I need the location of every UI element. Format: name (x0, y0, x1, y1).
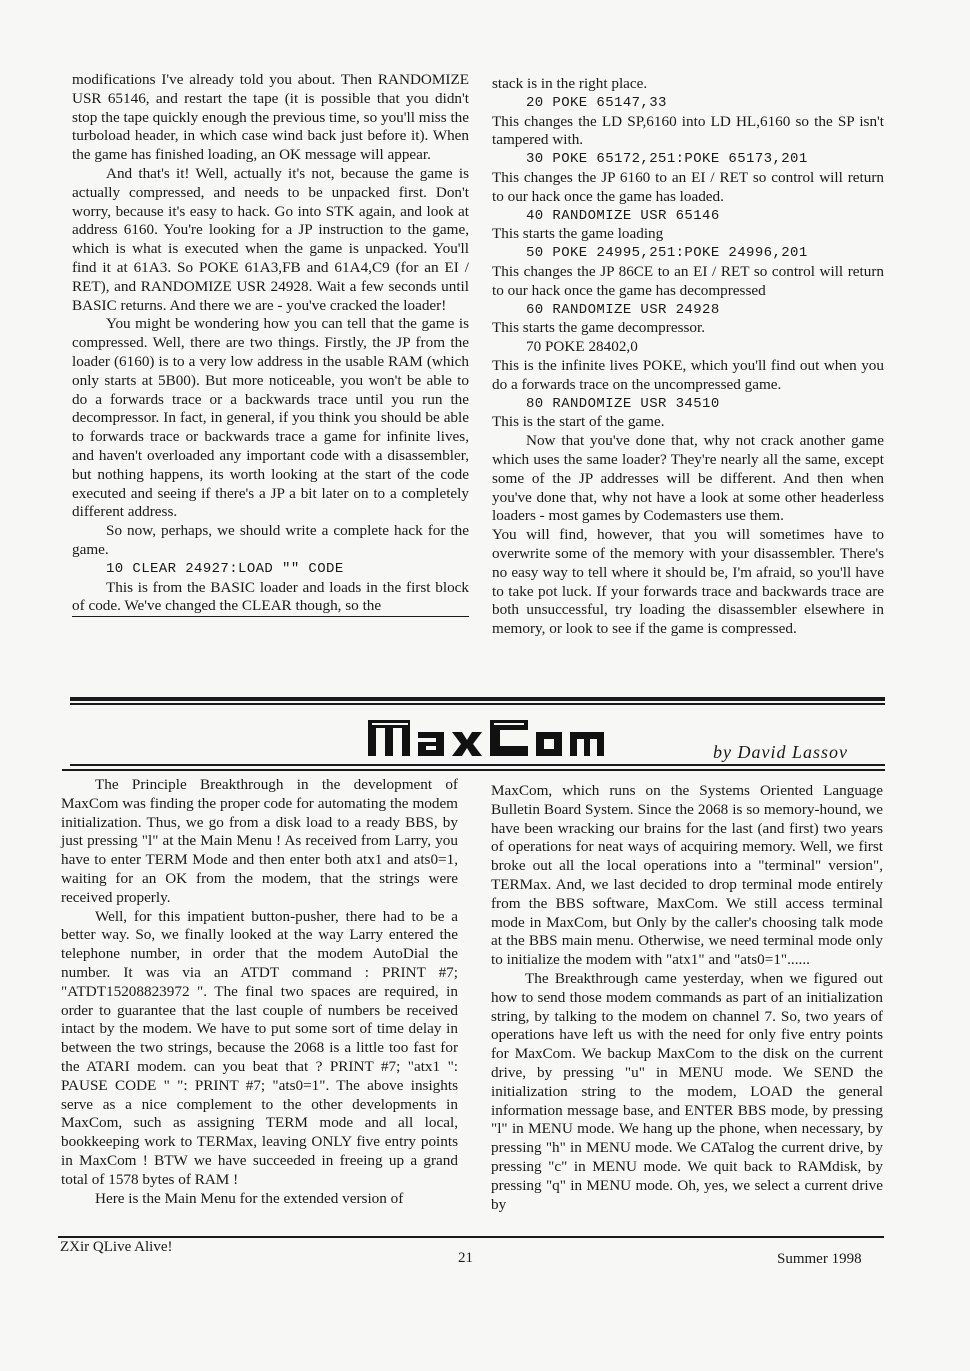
section-divider (62, 769, 885, 771)
paragraph: stack is in the right place. (492, 75, 648, 92)
paragraph: This changes the JP 6160 to an EI / RET so control will return to our hack once the game has loaded. (492, 168, 884, 205)
code-line: 40 RANDOMIZE USR 65146 (526, 207, 720, 224)
section-divider (70, 764, 885, 766)
section-divider (70, 703, 885, 705)
code-line: 80 RANDOMIZE USR 34510 (526, 395, 720, 412)
article-continued-left-column (72, 71, 469, 617)
paragraph: You might be wondering how you can tell that the game is compressed. Well, there are two things. Firstly, the JP from the loader (6160) is to a very low address in the usable RAM (which only starts at 5B00). But more noticeable, you won't be able to do a forwards trace or a backwards trace until you run the decompressor. In fact, in general, if you think you should be able to forwards trace or backwards trace a game for infinite lives, and haven't overloaded any important code with a disassembler, but nothing happens, its worth looking at the start of the code executed and seeing if there's a JP a bit later on to a completely different address. (72, 315, 469, 521)
code-line: 70 POKE 28402,0 (526, 338, 638, 356)
byline: by David Lassov (713, 742, 848, 762)
paragraph: The Principle Breakthrough in the development of MaxCom was finding the proper code for automating the modem initialization. Thus, we go from a disk load to a ready BBS, by just pressing "l" at the Main Menu ! As received from Larry, you have to enter TERM Mode and then enter both atx1 and ats0=1, waiting for an OK from the modem, that the strings were received properly. (61, 776, 458, 906)
paragraph: And that's it! Well, actually it's not, because the game is actually compressed, and needs to be unpacked first. Don't worry, because it's easy to hack. Go into STK again, and look at address 6160. You're looking for a JP instruction to the game, which is what is executed when the game is unpacked. You'll find it at 61A3. So POKE 61A3,FB and 61A4,C9 (for an EI / RET), and RANDOMIZE USR 24928. Wait a few seconds until BASIC returns. And there we are - you've cracked the loader! (72, 164, 469, 314)
page-number: 21 (458, 1250, 473, 1266)
paragraph: modifications I've already told you about. Then RANDOMIZE USR 65146, and restart the tape (it is possible that you didn't stop the tape quickly enough the previous time, so you'll miss the turboload header, in which case wind back just before it). When the game has finished loading, an OK message will appear. (72, 71, 469, 164)
code-line: 20 POKE 65147,33 (526, 94, 667, 111)
paragraph: This starts the game loading (492, 225, 664, 243)
paragraph: This is from the BASIC loader and loads in the first block of code. We've changed the CLEAR though, so the (72, 579, 469, 618)
section-divider (70, 697, 885, 701)
maxcom-article-right-column (491, 782, 883, 1214)
paragraph: MaxCom, which runs on the Systems Oriented Language Bulletin Board System. Since the 2068 is so memory-hound, we have been wracking our brains for the last (and first) two years of operations for neat ways of acquiring memory. Well, we first broke out all the local operations into a "terminal" version", TERMax. And, we last decided to drop terminal mode entirely from the BBS software, MaxCom. We still access terminal mode in MaxCom, but Only by the caller's choosing talk mode at the BBS main menu. Otherwise, we need terminal mode only to initialize the modem with "atx1" and "ats0=1"...... (491, 782, 883, 969)
paragraph: Here is the Main Menu for the extended version of (95, 1189, 404, 1207)
maxcom-article-left-column (61, 776, 458, 1208)
paragraph: So now, perhaps, we should write a complete hack for the game. (72, 522, 469, 558)
paragraph: This changes the JP 86CE to an EI / RET so control will return to our hack once the game has decompressed (492, 262, 884, 299)
paragraph: This starts the game decompressor. (492, 319, 705, 337)
code-line: 10 CLEAR 24927:LOAD "" CODE (106, 560, 344, 577)
paragraph: Now that you've done that, why not crack another game which uses the same loader? They're nearly all the same, except some of the JP addresses will be different. And then when you've done that, why not have a look at some other headerless loaders - most games by Codemasters use them. (492, 432, 884, 525)
maxcom-logo (366, 712, 606, 758)
code-line: 60 RANDOMIZE USR 24928 (526, 301, 720, 318)
paragraph: Well, for this impatient button-pusher, there had to be a better way. So, we finally looked at the way Larry entered the telephone number, in order that the modem AutoDial the number. It was via an ATDT command : PRINT #7; "ATDT15208823972 ". The final two spaces are required, in order to guarantee that the last couple of numbers be received intact by the modem. We have to put some sort of time delay in between the two strings, because the 2068 is a little too fast for the ATARI modem. can you beat that ? PRINT #7; "atx1 ": PAUSE CODE " ": PRINT #7; "ats0=1". The above insights serve as a nice complement to the other developments in MaxCom, such as assigning TERM mode and all local, bookkeeping work to TERMax, leaving ONLY five entry points in MaxCom ! BTW we have succeeded in freeing up a grand total of 1578 bytes of RAM ! (61, 907, 458, 1188)
paragraph: You will find, however, that you will sometimes have to overwrite some of the memory with your disassembler. There's no easy way to tell where it should be, I'm afraid, so you'll have to take pot luck. If your forwards trace and backwards trace are both unsuccessful, try loading the disassembler elsewhere in memory, or look to see if the game is compressed. (492, 526, 884, 638)
paragraph: The Breakthrough came yesterday, when we figured out how to send those modem commands as part of an initialization string, by talking to the modem on channel 7. So, two years of operations have left us with the need for only five entry points for MaxCom. We backup MaxCom to the disk on the current drive, by pressing "u" in MENU mode. We SEND the initialization string to the modem, LOAD the general information message base, and ENTER BBS mode, by pressing "l" in MENU mode. We hang up the phone, when necessary, by pressing "h" in MENU mode. We CATalog the current drive, by pressing "c" in MENU mode. We quit back to RAMdisk, by pressing "q" in MENU mode. Oh, yes, we select a current drive by (491, 969, 883, 1213)
issue-date: Summer 1998 (777, 1251, 862, 1267)
code-line: 50 POKE 24995,251:POKE 24996,201 (526, 245, 808, 262)
footer-rule (58, 1236, 884, 1238)
code-line: 30 POKE 65172,251:POKE 65173,201 (526, 151, 808, 168)
magazine-title: ZXir QLive Alive! (60, 1239, 173, 1255)
paragraph: This is the infinite lives POKE, which you'll find out when you do a forwards trace on the uncompressed game. (492, 356, 884, 393)
paragraph: This changes the LD SP,6160 into LD HL,6160 so the SP isn't tampered with. (492, 112, 884, 149)
paragraph: This is the start of the game. (492, 413, 665, 431)
article-continued-right-column (492, 75, 884, 639)
